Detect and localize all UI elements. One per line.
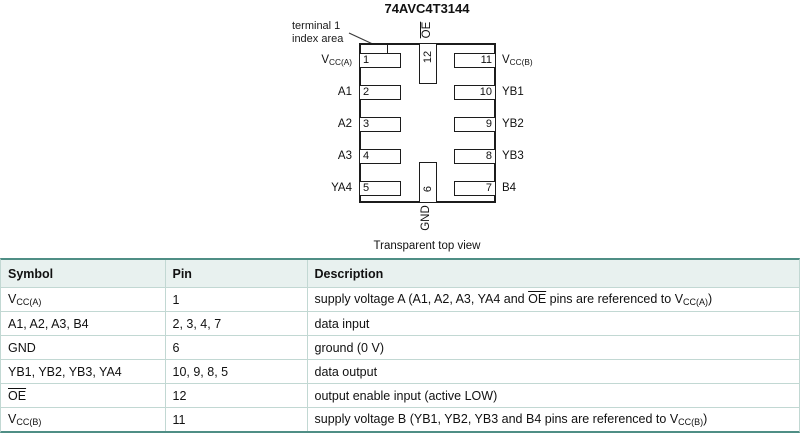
text-run: YB1 <box>502 86 524 98</box>
subscript-text: CC(A) <box>16 297 42 308</box>
text-run: V <box>8 291 17 306</box>
pin-pad-4 <box>359 149 401 164</box>
text-run: YB1, YB2, YB3, YA4 <box>8 364 122 379</box>
pin-number-6: 6 <box>422 185 434 193</box>
pin-label-oe <box>421 22 433 39</box>
table-row <box>1 288 799 312</box>
pin-cell: 12 <box>165 384 307 408</box>
description-cell <box>307 360 799 384</box>
annotation-line-2: index area <box>292 33 344 45</box>
pin-number: 4 <box>363 150 370 162</box>
overline-text: $\overline{OE}$ <box>421 21 433 39</box>
description-cell <box>307 288 799 312</box>
text-run: data output <box>314 364 378 379</box>
text-run: V <box>8 411 17 426</box>
description-cell <box>307 384 799 408</box>
table-row <box>1 384 799 408</box>
pin-label-a1 <box>240 85 352 100</box>
pin-cell: 6 <box>165 336 307 360</box>
pin-pad-2 <box>359 85 401 100</box>
pin-label-b4 <box>502 181 614 196</box>
overline-text: $\overline{OE}$ <box>528 291 547 306</box>
text-run: V <box>321 54 330 66</box>
pin-number-12: 12 <box>422 50 434 64</box>
text-run: A2 <box>337 118 352 130</box>
subscript-text: CC(A) <box>329 57 352 67</box>
pin-label-a2 <box>240 117 352 132</box>
text-run: output enable input (active LOW) <box>314 388 498 403</box>
text-run: GND <box>420 205 432 231</box>
pin-cell: 11 <box>165 408 307 432</box>
pin-table <box>1 260 799 431</box>
pin-pad-3 <box>359 117 401 132</box>
pin-pad-6 <box>419 162 437 203</box>
column-header-symbol: Symbol <box>1 260 165 288</box>
subscript-text: CC(B) <box>16 417 42 428</box>
symbol-cell <box>1 312 165 336</box>
diagram-caption: Transparent top view <box>373 240 481 252</box>
pin-cell: 1 <box>165 288 307 312</box>
subscript-text: CC(A) <box>683 297 709 308</box>
pin-number: 2 <box>363 86 370 98</box>
text-run: A1, A2, A3, B4 <box>8 316 89 331</box>
pin-number: 8 <box>485 150 492 162</box>
pin-pad-8 <box>454 149 496 164</box>
text-run: YB3 <box>502 150 524 162</box>
table-row <box>1 408 799 432</box>
pin-number: 11 <box>480 54 492 66</box>
pin-number: 1 <box>363 54 370 66</box>
symbol-cell <box>1 360 165 384</box>
description-cell <box>307 408 799 432</box>
text-run: data input <box>314 316 370 331</box>
pin-number: 3 <box>363 118 370 130</box>
pin-number: 10 <box>479 86 492 98</box>
text-run: B4 <box>502 182 517 194</box>
annotation-line-1: terminal 1 <box>292 20 341 32</box>
description-cell <box>307 336 799 360</box>
pin-pad-10 <box>454 85 496 100</box>
pin-label-vccb <box>502 53 614 70</box>
pin-number: 5 <box>363 182 370 194</box>
pin-pad-12 <box>419 43 437 84</box>
symbol-cell <box>1 288 165 312</box>
text-run: ) <box>703 411 708 426</box>
text-run: V <box>669 411 679 426</box>
pin-number: 9 <box>485 118 492 130</box>
chip-title: 74AVC4T3144 <box>384 1 470 16</box>
subscript-text: CC(B) <box>678 417 704 428</box>
table-row <box>1 336 799 360</box>
text-run: YB2 <box>502 118 524 130</box>
subscript-text: CC(B) <box>509 57 533 67</box>
text-run: pins are referenced to <box>546 291 675 306</box>
pin-number: 7 <box>485 182 492 194</box>
pin-cell: 2, 3, 4, 7 <box>165 312 307 336</box>
text-run: V <box>502 54 510 66</box>
table-row <box>1 312 799 336</box>
pin-cell: 10, 9, 8, 5 <box>165 360 307 384</box>
text-run: V <box>674 291 684 306</box>
pin-pad-1 <box>359 53 401 68</box>
text-run: ) <box>708 291 713 306</box>
symbol-cell <box>1 408 165 432</box>
symbol-cell <box>1 384 165 408</box>
symbol-cell <box>1 336 165 360</box>
pin-pad-7 <box>454 181 496 196</box>
pin-label-gnd <box>420 205 432 231</box>
column-header-description: Description <box>307 260 799 288</box>
overline-text: $\overline{OE}$ <box>8 388 27 403</box>
table-row <box>1 360 799 384</box>
text-run: YA4 <box>331 182 352 194</box>
pin-label-yb1 <box>502 85 614 100</box>
pin-pad-11 <box>454 53 496 68</box>
pin-label-yb3 <box>502 149 614 164</box>
pin-label-yb2 <box>502 117 614 132</box>
description-cell <box>307 312 799 336</box>
text-run: supply voltage A (A1, A2, A3, YA4 and <box>314 291 529 306</box>
pin-label-a3 <box>240 149 352 164</box>
pin-label-ya4 <box>240 181 352 196</box>
pin-pad-5 <box>359 181 401 196</box>
column-header-pin: Pin <box>165 260 307 288</box>
table-header-row <box>1 260 799 288</box>
text-run: GND <box>8 340 36 355</box>
text-run: A3 <box>337 150 352 162</box>
pin-description-table <box>0 258 800 433</box>
text-run: ground (0 V) <box>314 340 384 355</box>
pin-pad-9 <box>454 117 496 132</box>
pin-label-vcca <box>240 53 352 70</box>
text-run: supply voltage B (YB1, YB2, YB3 and B4 pins are referenced to <box>314 411 670 426</box>
text-run: A1 <box>337 86 352 98</box>
